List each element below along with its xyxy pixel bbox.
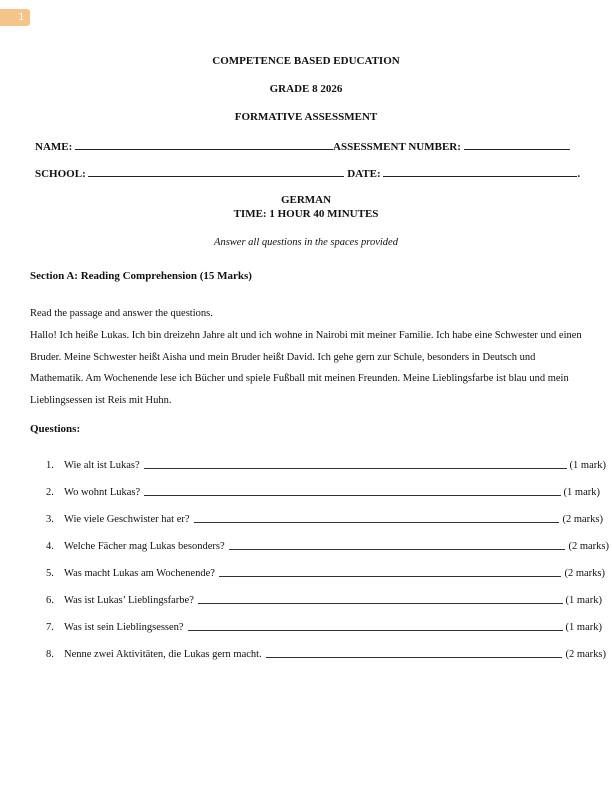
answer-line[interactable]	[219, 576, 562, 577]
header-line-3: FORMATIVE ASSESSMENT	[234, 111, 378, 123]
name-field[interactable]	[75, 139, 333, 150]
question-1	[46, 457, 606, 471]
answer-line[interactable]	[188, 630, 563, 631]
question-6	[46, 592, 602, 606]
assessment-number-label: ASSESSMENT NUMBER:	[333, 141, 461, 153]
question-number: 6.	[46, 595, 54, 606]
time-allowed: TIME: 1 HOUR 40 MINUTES	[233, 208, 379, 220]
question-text: Wie viele Geschwister hat er?	[64, 514, 190, 525]
question-marks: (1 mark)	[565, 595, 602, 606]
school-date-row	[35, 166, 580, 180]
question-text: Nenne zwei Aktivitäten, die Lukas gern macht.	[64, 649, 262, 660]
question-7	[46, 619, 602, 633]
assessment-number-field[interactable]	[464, 139, 570, 150]
answer-line[interactable]	[266, 657, 563, 658]
name-assessment-row	[35, 139, 570, 153]
question-number: 2.	[46, 487, 54, 498]
school-label: SCHOOL:	[35, 168, 86, 180]
date-end-mark: .	[577, 168, 581, 180]
question-4	[46, 538, 609, 552]
question-marks: (2 marks)	[568, 541, 609, 552]
answer-line[interactable]	[144, 495, 560, 496]
question-marks: (1 mark)	[565, 622, 602, 633]
question-number: 5.	[46, 568, 54, 579]
question-3	[46, 511, 603, 525]
question-marks: (2 marks)	[562, 514, 603, 525]
subject-title: GERMAN	[280, 194, 332, 206]
question-marks: (1 mark)	[569, 460, 606, 471]
question-number: 7.	[46, 622, 54, 633]
question-marks: (2 marks)	[565, 649, 606, 660]
question-text: Wo wohnt Lukas?	[64, 487, 141, 498]
question-number: 4.	[46, 541, 54, 552]
date-label: DATE:	[347, 168, 381, 180]
answer-line[interactable]	[144, 468, 567, 469]
reading-passage	[30, 303, 590, 412]
question-number: 1.	[46, 460, 54, 471]
answer-line[interactable]	[194, 522, 560, 523]
question-8	[46, 646, 606, 660]
passage-intro: Read the passage and answer the questions.	[30, 308, 213, 319]
name-label: NAME:	[35, 141, 73, 153]
question-text: Was macht Lukas am Wochenende?	[64, 568, 215, 579]
passage-text: Hallo! Ich heiße Lukas. Ich bin dreizehn Jahre alt und ich wohne in Nairobi mit meiner Familie. Ich habe eine Schwester und einen Bruder. Meine Schwester heißt Aisha und mein Bruder heißt David. Ich gehe gern zur Schule, besonders in Deutsch und Mathematik. Am Wochenende lese ich Bücher und spiele Fußball mit meinen Freunden. Meine Lieblingsfarbe ist blau und mein Lieblingsessen ist Reis mit Huhn.	[30, 329, 582, 407]
question-text: Was ist sein Lieblingsessen?	[64, 622, 184, 633]
date-field[interactable]	[383, 166, 577, 177]
section-a-title: Section A: Reading Comprehension (15 Marks)	[30, 270, 252, 282]
header-line-1: COMPETENCE BASED EDUCATION	[212, 55, 400, 67]
instructions: Answer all questions in the spaces provided	[214, 237, 398, 248]
answer-line[interactable]	[229, 549, 566, 550]
question-2	[46, 484, 600, 498]
question-marks: (1 mark)	[563, 487, 600, 498]
questions-heading: Questions:	[30, 423, 81, 435]
question-text: Welche Fächer mag Lukas besonders?	[64, 541, 225, 552]
question-text: Wie alt ist Lukas?	[64, 460, 140, 471]
header-line-2: GRADE 8 2026	[269, 83, 343, 95]
question-number: 8.	[46, 649, 54, 660]
answer-line[interactable]	[198, 603, 563, 604]
page-number-badge: 1	[0, 9, 30, 26]
question-marks: (2 marks)	[564, 568, 605, 579]
school-field[interactable]	[88, 166, 344, 177]
question-5	[46, 565, 605, 579]
question-text: Was ist Lukas’ Lieblingsfarbe?	[64, 595, 194, 606]
question-number: 3.	[46, 514, 54, 525]
